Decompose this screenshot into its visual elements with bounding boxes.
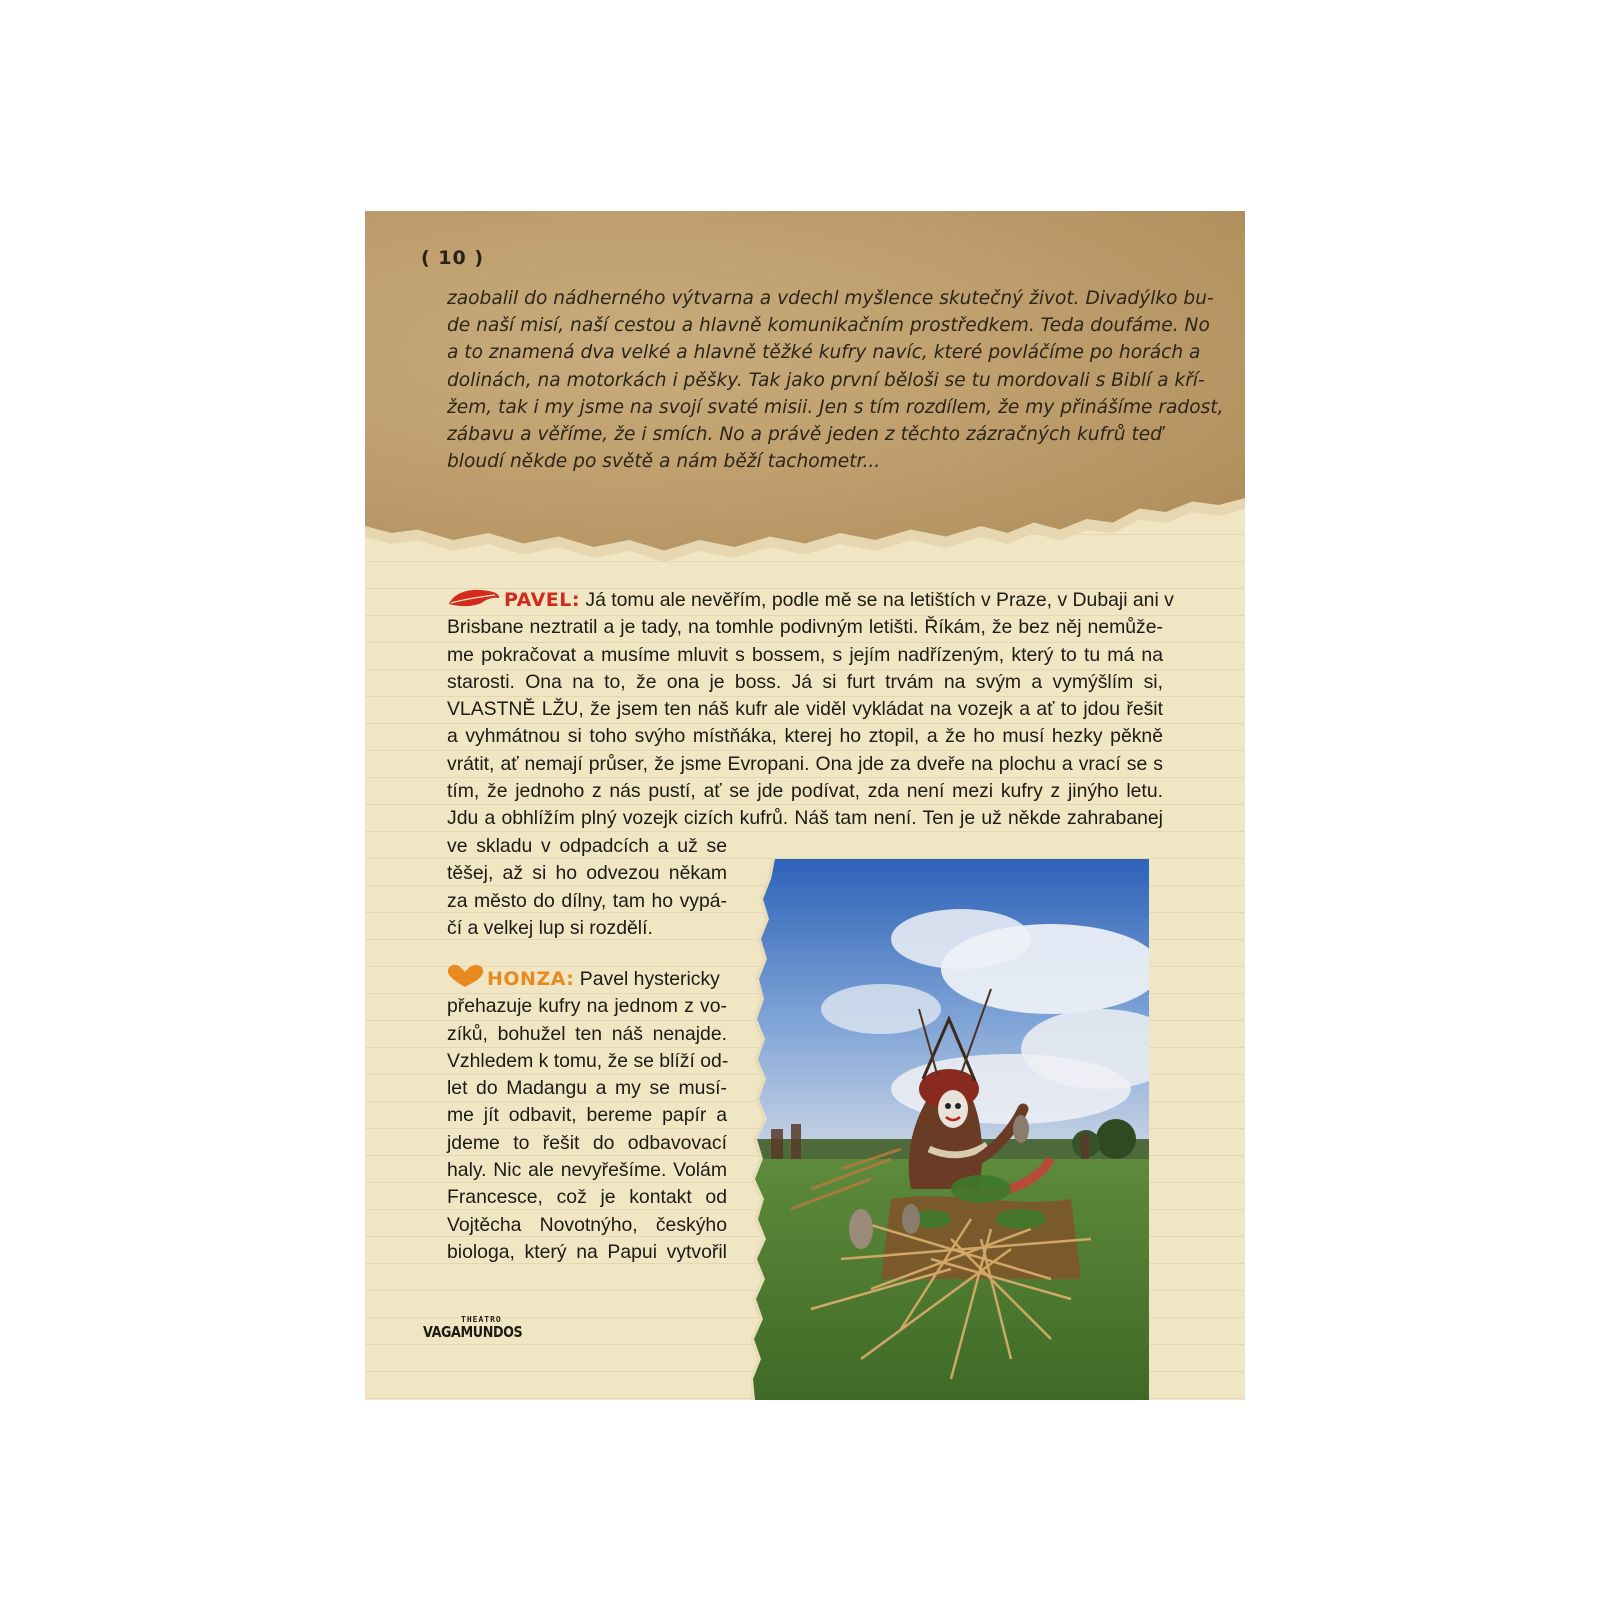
honza-line: haly. Nic ale nevyřešíme. Volám [447,1159,727,1182]
intro-line: zaobalil do nádherného výtvarna a vdechl myšlence skutečný život. Divadýlko bu- [447,288,1214,309]
speaker-name-honza: HONZA: [487,968,575,990]
honza-line: Vojtěcha Novotnýho, českýho [447,1213,727,1236]
pavel-first-line [447,587,1174,614]
pavel-line: me pokračovat a musíme mluvit s bossem, s jejím nadřízeným, který to tu má na [447,643,1163,666]
pavel-line: Brisbane neztratil a je tady, na tomhle podivným letišti. Říkám, že bez něj nemůže- [447,616,1163,639]
pavel-line: VLASTNĚ LŽU, že jsem ten náš kufr ale viděl vykládat na vozejk a ať to jdou řešit [447,698,1163,721]
pavel-paragraph-continued [447,833,727,942]
honza-line: zíků, bohužel ten náš nenajde. [447,1022,727,1045]
honza-first-line [447,964,727,993]
intro-line: de naší misí, naší cestou a hlavně komunikačním prostředkem. Teda doufáme. No [447,315,1210,337]
pavel-line: čí a velkej lup si rozdělí. [447,916,653,939]
logo-big-text: VAGAMUNDOS [423,1323,523,1341]
intro-line: dolinách, na motorkách i pěšky. Tak jako první běloši se tu mordovali s Biblí a kří- [447,369,1205,391]
intro-line: a to znamená dva velké a hlavně těžké kufry navíc, které povláčíme po horách a [447,342,1201,364]
honza-line: Vzhledem k tomu, že se blíží od- [447,1049,729,1072]
pavel-line: tím, že jednoho z nás pustí, ať se jde podívat, zda není mezi kufry z jinýho letu. [447,780,1163,803]
heart-icon [447,964,484,988]
theatro-vagamundos-logo [423,1315,540,1341]
honza-line: me jít odbavit, bereme papír a [447,1104,727,1127]
pavel-line: těšej, až si ho odvezou někam [447,862,727,885]
intro-line: bloudí někde po světě a nám běží tachometr... [447,451,881,473]
intro-paragraph [447,285,1224,475]
pavel-paragraph [447,587,1174,833]
speaker-name-pavel: PAVEL: [504,589,580,611]
pavel-text: Já tomu ale nevěřím, podle mě se na letištích v Praze, v Dubaji ani v [585,589,1174,611]
honza-line: přehazuje kufry na jednom z vo- [447,995,727,1018]
pavel-line: a vyhmátnou si toho svýho místňáka, kterej ho ztopil, a že ho musí hezky pěkně [447,725,1163,748]
honza-line: let do Madangu a my se musí- [447,1077,727,1100]
pavel-line: vrátit, ať nemají průser, že jsme Evropani. Ona jde za dveře na plochu a vrací se s [447,752,1163,775]
feather-icon [447,587,501,609]
page-number: ( 10 ) [421,247,485,269]
pavel-line: ve skladu v odpadcích a už se [447,835,727,857]
honza-line: Francesce, což je kontakt od [447,1186,727,1209]
honza-line: biologa, který na Papui vytvořil [447,1240,727,1263]
festival-photo-image [751,859,1149,1400]
pavel-line: Jdu a obhlížím plný vozejk cizích kufrů. Náš tam není. Ten je už někde zahrabanej [447,807,1163,830]
pavel-line: starosti. Ona na to, že ona je boss. Já si furt trvám na svým a vymýšlím si, [447,670,1163,693]
logo-small-text: THEATRO [461,1315,502,1324]
pavel-line: za město do dílny, tam ho vypá- [447,889,727,912]
intro-line: zábavu a věříme, že i smích. No a právě jeden z těchto zázračných kufrů teď [447,424,1162,446]
book-page [365,211,1245,1400]
honza-paragraph [447,964,727,1266]
festival-photo [751,859,1149,1400]
honza-line: jdeme to řešit do odbavovací [447,1131,727,1154]
honza-text: Pavel hystericky [579,968,720,990]
intro-line: žem, tak i my jsme na svojí svaté misii. Jen s tím rozdílem, že my přinášíme radost, [447,396,1224,418]
